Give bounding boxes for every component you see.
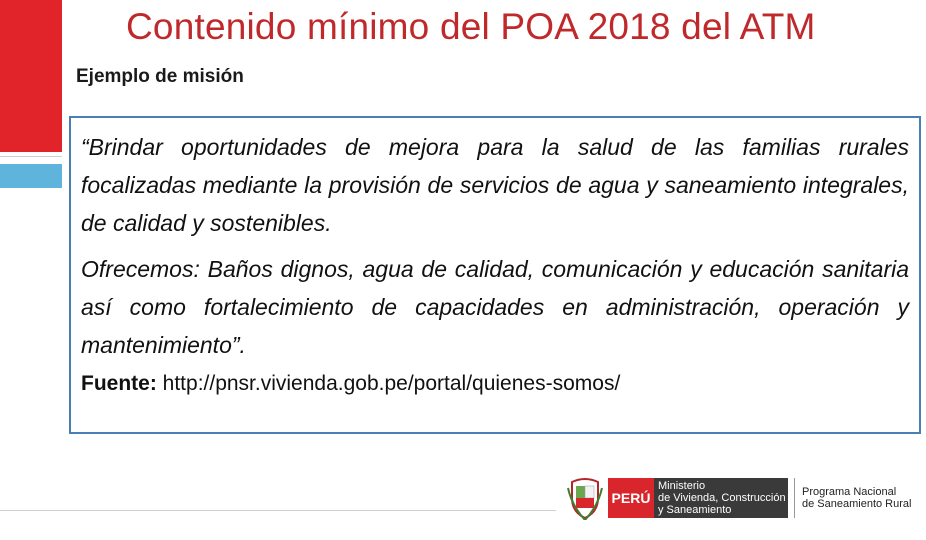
offer-paragraph: Ofrecemos: Baños dignos, agua de calidad, comunicación y educación sanitaria así como fortalecimiento de capacidades en administración, operación y mantenimiento”. (81, 256, 909, 358)
ministry-line-2: de Vivienda, Construcción (658, 492, 786, 504)
institution-logo (566, 474, 926, 524)
coat-of-arms-icon (566, 476, 604, 520)
red-accent-bar (0, 0, 62, 152)
section-subtitle: Ejemplo de misión (76, 66, 244, 87)
logo-separator (794, 478, 795, 518)
mission-quote-box (69, 116, 921, 434)
ministry-line-3: y Saneamiento (658, 504, 732, 516)
program-line-1: Programa Nacional (802, 486, 897, 498)
page-title: Contenido mínimo del POA 2018 del ATM (126, 6, 816, 47)
mission-paragraph: “Brindar oportunidades de mejora para la salud de las familias rurales focalizadas mediante la provisión de servicios de agua y saneamiento integrales, de calidad y sostenibles. (81, 134, 909, 236)
ministry-label (654, 478, 788, 518)
source-label: Fuente: (81, 372, 157, 395)
footer-divider (0, 510, 556, 511)
source-url: http://pnsr.vivienda.gob.pe/portal/quienes-somos/ (156, 372, 621, 395)
source-line (81, 372, 909, 396)
side-divider (0, 156, 62, 157)
program-label (802, 486, 911, 510)
ministry-line-1: Ministerio (658, 480, 706, 492)
blue-accent-bar (0, 164, 62, 188)
peru-label: PERÚ (608, 478, 654, 518)
program-line-2: de Saneamiento Rural (802, 498, 912, 510)
